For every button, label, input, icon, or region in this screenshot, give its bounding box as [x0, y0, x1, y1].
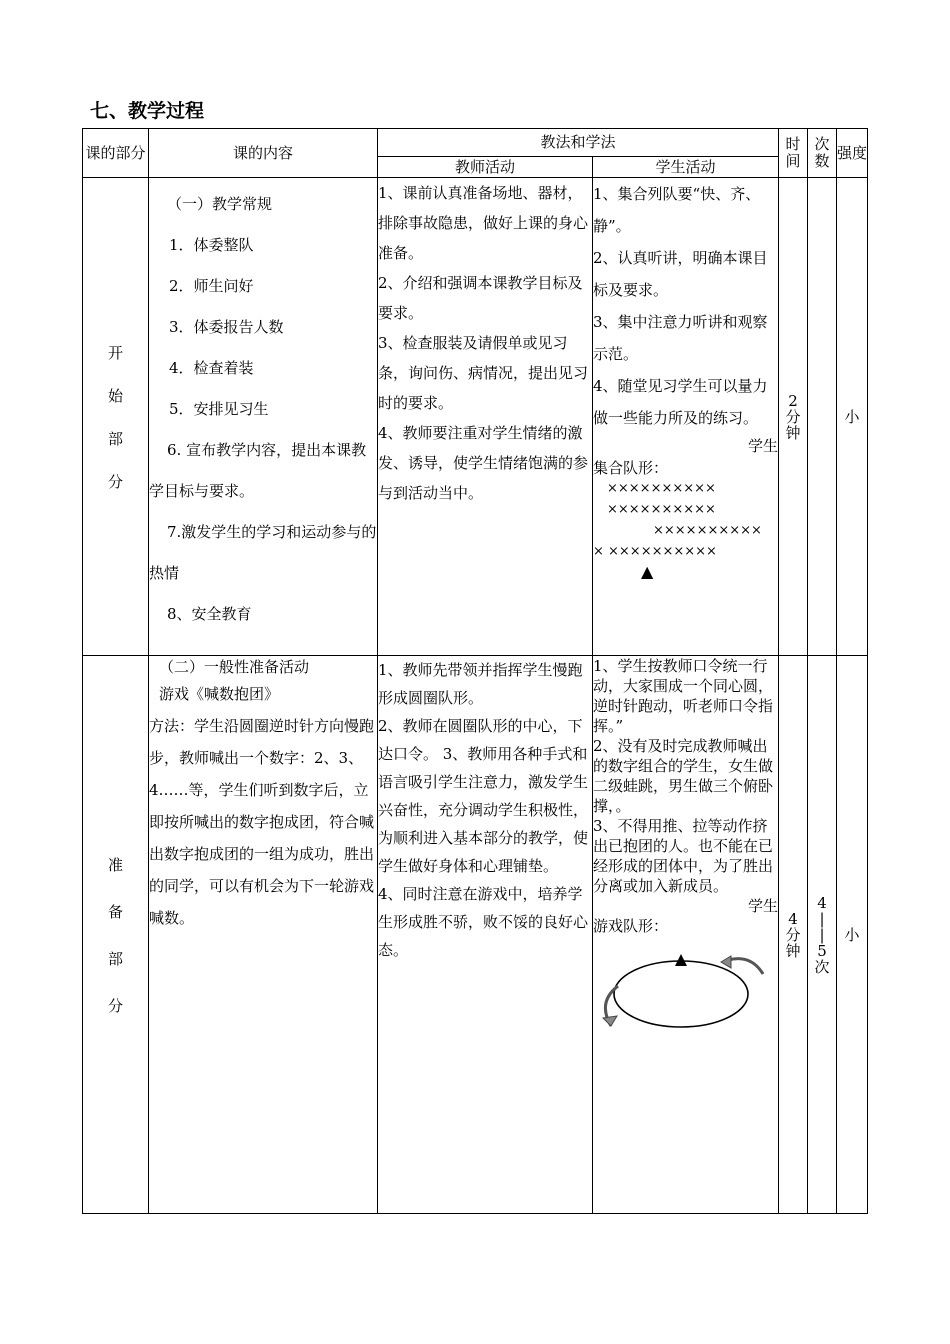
- teacher-line: 3、检查服装及请假单或见习条，询问伤、病情况，提出见习时的要求。: [378, 334, 589, 412]
- teacher-line: 4、同时注意在游戏中，培养学生形成胜不骄，败不馁的良好心态。: [378, 885, 589, 959]
- teacher-line: 2、教师在圆圈队形的中心，下达口令。 3、教师用各种手式和语言吸引学生注意力，激发学生兴奋性，充分调动学生积极性，为顺利进入基本部分的教学，使学生做好身体和心理铺垫。: [378, 717, 589, 875]
- header-time: 时间: [779, 129, 808, 178]
- content-start: [149, 178, 378, 656]
- content-prep: [149, 656, 378, 1214]
- intensity-start: 小: [837, 178, 868, 656]
- teacher-line: 4、教师要注重对学生情绪的激发、诱导，使学生情绪饱满的参与到活动当中。: [378, 424, 589, 502]
- student-line: 2、认真听讲，明确本课目标及要求。: [593, 249, 768, 299]
- content-line: 方法：学生沿圆圈逆时针方向慢跑步，教师喊出一个数字：2、3、4……等，学生们听到数字后，立即按所喊出的数字抱成团，符合喊出数字抱成团的一组为成功，胜出的同学，可以有机会为下一轮游戏喊数。: [149, 717, 375, 927]
- content-line: 3．体委报告人数: [169, 318, 284, 336]
- header-methods: 教法和学法: [378, 129, 779, 157]
- right-arrow-icon: [728, 959, 763, 974]
- teacher-triangle-icon: ▲: [641, 562, 654, 581]
- content-line: 7.激发学生的学习和运动参与的热情: [149, 523, 377, 582]
- student-line: 3、集中注意力听讲和观察示范。: [593, 313, 768, 363]
- formation-label: 集合队形：: [593, 459, 669, 477]
- part-prep: 准 备 部 分: [83, 656, 149, 1214]
- content-line: 2．师生问好: [169, 277, 254, 295]
- teacher-line: 1、课前认真准备场地、器材，排除事故隐患，做好上课的身心准备。: [378, 184, 589, 262]
- section-title: 七、教学过程: [90, 100, 205, 122]
- time-start: 2 分 钟: [779, 178, 808, 656]
- teacher-start: [378, 178, 593, 656]
- content-line: 8、安全教育: [167, 605, 252, 623]
- content-line: 4．检查着装: [169, 359, 254, 377]
- time-prep: 4 分 钟: [779, 656, 808, 1214]
- row-prep: [83, 656, 868, 1214]
- circle-ellipse: [614, 961, 748, 1027]
- header-part: 课的部分: [83, 129, 149, 178]
- student-start: [593, 178, 779, 656]
- student-line: 2、没有及时完成教师喊出的数字组合的学生，女生做二级蛙跳，男生做三个俯卧撑，。: [593, 737, 774, 815]
- header-content: 课的内容: [149, 129, 378, 178]
- formation-label: 游戏队形：: [593, 917, 669, 935]
- student-line: 1、集合列队要“快、齐、静”。: [593, 185, 761, 235]
- row-start: [83, 178, 868, 656]
- content-line: 5．安排见习生: [169, 400, 269, 418]
- header-intensity: 强度: [837, 129, 868, 178]
- count-start: [808, 178, 837, 656]
- formation-label-right: 学生: [748, 897, 779, 915]
- circle-formation-diagram: [593, 944, 769, 1034]
- student-line: 4、随堂见习学生可以量力做一些能力所及的练习。: [593, 377, 768, 427]
- teacher-line: 1、教师先带领并指挥学生慢跑形成圆圈队形。: [378, 661, 583, 707]
- header-teacher: 教师活动: [378, 157, 593, 178]
- content-line: 6. 宣布教学内容，提出本课教学目标与要求。: [149, 441, 367, 500]
- content-line: 1．体委整队: [169, 236, 254, 254]
- content-line: （一）教学常规: [167, 195, 273, 213]
- student-line: 3、不得用推、拉等动作挤出已抱团的人。也不能在已经形成的团体中，为了胜出分离或加入新成员。: [593, 817, 774, 895]
- content-line: 游戏《喊数抱团》: [159, 685, 280, 703]
- student-prep: [593, 656, 779, 1214]
- part-start: 开 始 部 分: [83, 178, 149, 656]
- content-line: （二）一般性准备活动: [159, 658, 310, 676]
- header-count: 次数: [808, 129, 837, 178]
- count-prep: 4 | | 5 次: [808, 656, 837, 1214]
- teacher-line: 2、介绍和强调本课教学目标及要求。: [378, 274, 583, 322]
- student-line: 1、学生按教师口令统一行动，大家围成一个同心圆，逆时针跑动，听老师口令指挥。”: [593, 657, 774, 735]
- teaching-process-table: [82, 128, 868, 1214]
- formation-label-right: 学生: [748, 437, 779, 455]
- formation-grid: ×××××××××× ×××××××××× ×××××××××× × ××××××××××: [593, 481, 762, 559]
- intensity-prep: 小: [837, 656, 868, 1214]
- teacher-prep: [378, 656, 593, 1214]
- header-student: 学生活动: [593, 157, 779, 178]
- teacher-triangle-icon: [675, 954, 687, 966]
